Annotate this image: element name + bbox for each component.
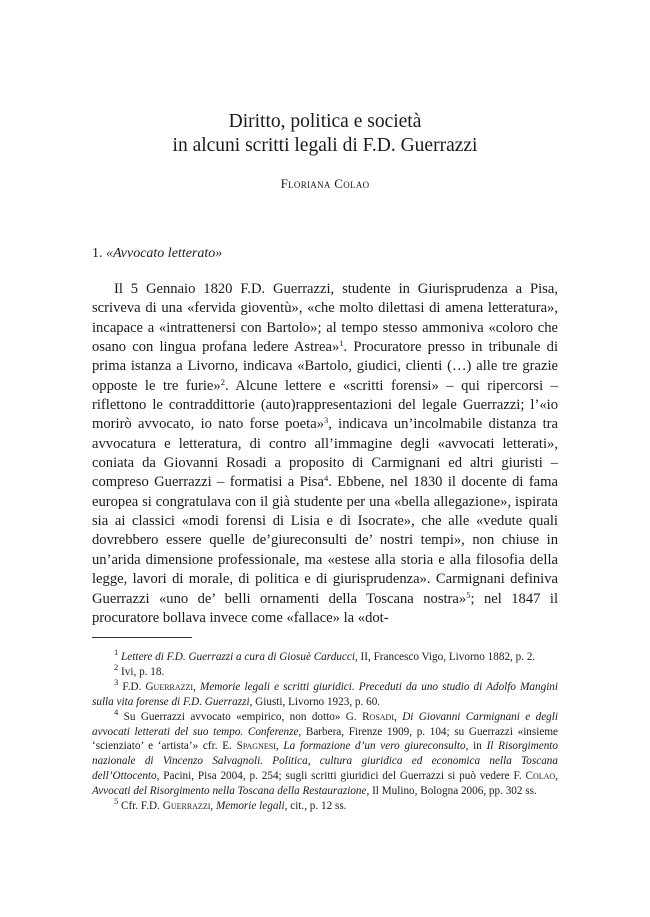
citation-text: , Barbera, Firenze 1909, p. 104; su Guerrazzi «insieme ‘scienziato’ e ‘artista’» cfr. E.	[92, 725, 558, 753]
section-heading	[92, 246, 222, 262]
citation-text: , Il Mulino, Bologna 2006, pp. 302 ss.	[366, 785, 537, 798]
text-run: . Ebbene, nel 1830 il docente di fama europea si congratulava con il già studente per una «bella allegazione», ispirata sia ai classici «modi forensi di Lisia e di Isocrate», che alle «vedute quali dovrebbero essere quelle de’giureconsulti de’ nostri tempi», non chiuse in un’arida dimensione professionale, ma «estese alla storia e alla filosofia della legge, lavori di morale, di politica e di giurisprudenza». Carmignani definiva Guerrazzi «uno de’ belli ornamenti della Toscana nostra»	[92, 474, 558, 607]
citation-title: Avvocati del Risorgimento nella Toscana della Restaurazione	[92, 785, 367, 798]
citation-text: , cit., p. 12 ss.	[284, 800, 347, 813]
text-run: ; nel 1847 il procuratore bollava invece come «fallace» la «dot-	[92, 590, 558, 626]
footnote-ref: 5	[466, 589, 471, 600]
citation-title: Memorie legali e scritti giuridici. Preceduti da uno studio di Adolfo Mangini sulla vita forense di F.D. Guerrazzi	[92, 680, 559, 708]
citation-text: , Giusti, Livorno 1923, p. 60.	[249, 695, 381, 708]
citation-title: Di Giovanni Carmignani e degli avvocati letterati del suo tempo. Conferenze	[92, 710, 558, 738]
author-name: Floriana Colao	[280, 176, 370, 191]
text-run: , indicava un’incolmabile distanza tra avvocatura e letteratura, di contro all’immagine degli «avvocati letterati», coniata da Giovanni Rosadi a proposito di Carmignani ed altri giuristi – compreso Guerrazzi – formatisi a Pisa	[92, 416, 558, 491]
citation-text: ,	[210, 800, 216, 813]
body-text	[92, 280, 558, 628]
citation-text: ,	[193, 680, 200, 693]
footnote-ref: 4	[323, 473, 329, 484]
citation-text: ,	[394, 710, 403, 723]
citation-author: Guerrazzi	[162, 800, 211, 813]
citation-author: Spagnesi	[236, 740, 276, 753]
citation-title: Il Risorgimento nazionale di Vincenzo Salvagnoli. Politica, cultura giuridica ed economica nella Toscana dell’Ottocento	[92, 740, 558, 783]
section-title: «Avvocato letterato»	[106, 246, 223, 261]
footnote-3	[92, 676, 559, 710]
footnote-ref: 1	[339, 338, 344, 349]
citation-text: , II, Francesco Vigo, Livorno 1882, p. 2.	[354, 651, 536, 663]
citation-author: F.D. Guerrazzi	[122, 680, 194, 693]
citation-text: ,	[555, 770, 558, 783]
paragraph	[92, 280, 558, 628]
footnote-ref: 3	[324, 415, 329, 426]
footnote-5	[92, 796, 558, 814]
citation-text: Su Guerrazzi avvocato «empirico, non dotto» G.	[123, 710, 363, 723]
text-run: . Procuratore presso in tribunale di prima istanza a Livorno, indicava «Bartolo, giudici, clienti (…) alle tre grazie opposte le tre furie»	[92, 339, 558, 394]
paper-title	[0, 110, 650, 158]
footnote-number: 5	[114, 796, 119, 807]
footnote-number: 4	[114, 706, 119, 717]
footnote-divider	[92, 637, 192, 638]
footnote-2	[92, 661, 558, 680]
title-line-1: Diritto, politica e società	[228, 111, 422, 132]
citation-text: Cfr. F.D.	[121, 800, 163, 813]
footnote-number: 2	[114, 661, 119, 672]
citation-text: ,	[275, 740, 284, 753]
citation-text: Ivi, p. 18.	[121, 665, 165, 678]
citation-title: Lettere di F.D. Guerrazzi a cura di Giosuè Carducci	[121, 651, 355, 663]
citation-title: La formazione d’un vero giureconsulto	[283, 740, 466, 753]
footnote-number: 3	[114, 676, 119, 687]
citation-author: Colao	[525, 770, 556, 783]
text-run: Il 5 Gennaio 1820 F.D. Guerrazzi, studente in Giurisprudenza a Pisa, scriveva di una «fervida gioventù», «che molto dilettasi di amena letteratura», incapace a «intrattenersi con Bartolo»; al tempo stesso ammoniva «coloro che osano con lingua profana ledere Astrea»	[92, 281, 558, 356]
text-run: . Alcune lettere e «scritti forensi» – qui ripercorsi – riflettono le contraddittorie (auto)rappresentazioni del legale Guerrazzi; l’«io morirò avvocato, io nato forse poeta»	[92, 377, 558, 433]
section-number: 1.	[92, 246, 103, 261]
title-line-2: in alcuni scritti legali di F.D. Guerrazzi	[172, 135, 478, 156]
footnote-1	[92, 647, 558, 665]
citation-title: Memorie legali	[215, 800, 285, 813]
citation-author: Rosadi	[362, 710, 394, 723]
citation-text: , Pacini, Pisa 2004, p. 254; sugli scritti giuridici del Guerrazzi si può vedere F.	[156, 770, 526, 783]
footnote-4	[92, 706, 558, 799]
footnote-ref: 2	[220, 376, 225, 387]
footnote-number: 1	[114, 647, 119, 657]
citation-text: , in	[465, 740, 487, 753]
footnotes	[92, 647, 559, 814]
